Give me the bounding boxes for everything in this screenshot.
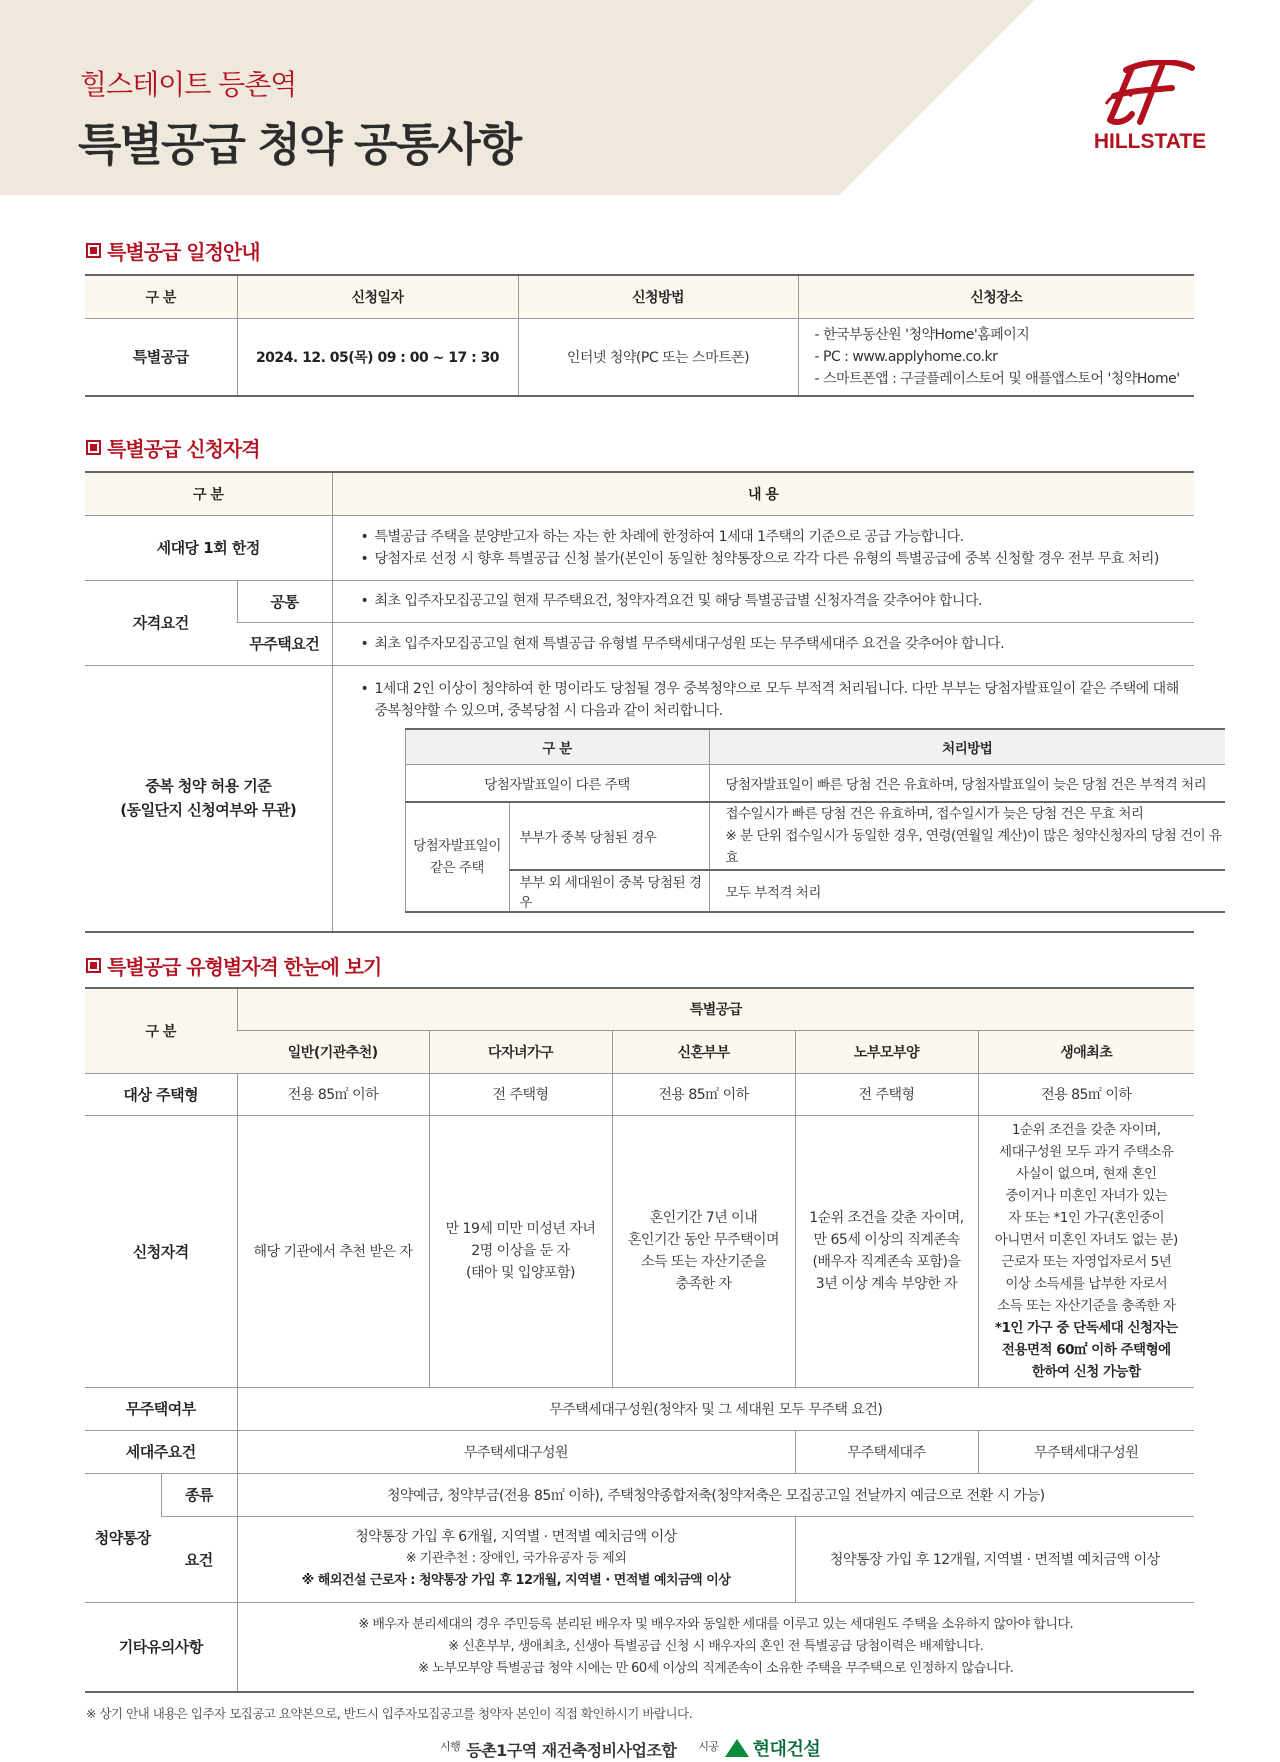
account-req-right: 청약통장 가입 후 12개월, 지역별 · 면적별 예치금액 이상 [795, 1516, 1194, 1602]
account-kind-value: 청약예금, 청약부금(전용 85㎡ 이하), 주택청약종합저축(청약저축은 모집공고일 전날까지 예금으로 전환 시 가능) [237, 1473, 1194, 1516]
target-newlywed: 전용 85㎡ 이하 [612, 1073, 795, 1115]
square-bullet-icon [86, 243, 101, 258]
account-label: 청약통장 [85, 1473, 161, 1602]
schedule-table [85, 274, 1194, 397]
types-corner: 구 분 [85, 988, 237, 1073]
qualification-general: 해당 기관에서 추천 받은 자 [237, 1115, 429, 1387]
household-first-time: 무주택세대구성원 [978, 1430, 1194, 1473]
homeless-status-value: 무주택세대구성원(청약자 및 그 세대원 모두 무주택 요건) [237, 1387, 1194, 1430]
inner-header-method: 처리방법 [709, 729, 1225, 765]
inner-row1-category: 당첨자발표일이 다른 주택 [405, 765, 709, 802]
household-first: 무주택세대구성원 [237, 1430, 795, 1473]
qualification-label: 신청자격 [85, 1115, 237, 1387]
schedule-place: - 한국부동산원 '청약Home'홈페이지 - PC : www.applyhome.co.kr - 스마트폰앱 : 구글플레이스토어 및 애플앱스토어 '청약Home' [798, 318, 1194, 396]
homeless-label: 무주택요건 [237, 622, 332, 665]
account-req-label: 요건 [161, 1516, 237, 1602]
homeless-content: • 최초 입주자모집공고일 현재 특별공급 유형별 무주택세대구성원 또는 무주택세대주 요건을 갖추어야 합니다. [332, 622, 1194, 665]
target-multi-child: 전 주택형 [429, 1073, 612, 1115]
household-label: 세대주요건 [85, 1430, 237, 1473]
duplicate-label: 중복 청약 허용 기준 (동일단지 신청여부와 무관) [85, 665, 332, 932]
inner-row2-method: 접수일시가 빠른 당첨 건은 유효하며, 접수일시가 늦은 당첨 건은 무효 처리 ※ 분 단위 접수일시가 동일한 경우, 연령(연월일 계산)이 많은 청약신청자의 당첨 건이 유효 [709, 802, 1225, 870]
type-col-elderly: 노부모부양 [795, 1030, 978, 1073]
common-content: • 최초 입주자모집공고일 현재 무주택요건, 청약자격요건 및 해당 특별공급별 신청자격을 갖추어야 합니다. [332, 580, 1194, 622]
target-first-time: 전용 85㎡ 이하 [978, 1073, 1194, 1115]
types-table [85, 987, 1194, 1693]
type-col-newlywed: 신혼부부 [612, 1030, 795, 1073]
target-label: 대상 주택형 [85, 1073, 237, 1115]
schedule-header-place: 신청장소 [798, 275, 1194, 318]
builder-label: 시공 [698, 1740, 719, 1753]
account-kind-label: 종류 [161, 1473, 237, 1516]
types-section-title: 특별공급 유형별자격 한눈에 보기 [86, 951, 381, 980]
builder-name: 현대건설 [752, 1739, 821, 1760]
schedule-date: 2024. 12. 05(목) 09 : 00 ~ 17 : 30 [237, 318, 518, 396]
household-elderly: 무주택세대주 [795, 1430, 978, 1473]
logo-text: HILLSTATE [1093, 130, 1207, 153]
types-group-header: 특별공급 [237, 988, 1194, 1030]
duplicate-content: • 1세대 2인 이상이 청약하여 한 명이라도 당첨될 경우 중복청약으로 모두 부적격 처리됩니다. 다만 부부는 당첨자발표일이 같은 주택에 대해 중복청약할 수 있으며, 중복당첨 시 다음과 같이 처리합니다. 구 분 처리방법 당첨자발표일이 다른 주택 당첨자발표일이 빠른 당첨 건은 유효하며, 당첨자발표일이 늦은 당첨 건은 부적격 처리 당첨자발표일이 같은 주택 부부가 중복 당첨된 경우 접수일시가 빠른 당첨 건은 유효하며, 접수일시가 늦은 당첨 건은 무효 처리 ※ 분 단위 접수일시가 동일한 경우, 연령(연월일 계산)이 많은 청약신청자의 당첨 건이 유효 부부 외 세대원이 중복 당첨된 경우 모두 부적격 처리 [332, 665, 1194, 932]
type-col-first-time: 생애최초 [978, 1030, 1194, 1073]
square-bullet-icon [86, 440, 101, 455]
qualification-newlywed: 혼인기간 7년 이내 혼인기간 동안 무주택이며 소득 또는 자산기준을 충족한 자 [612, 1115, 795, 1387]
notes-label: 기타유의사항 [85, 1602, 237, 1692]
hyundai-logo [725, 1735, 821, 1761]
executor-label: 시행 [440, 1740, 461, 1753]
schedule-category: 특별공급 [85, 318, 237, 396]
footer-note: ※ 상기 안내 내용은 입주자 모집공고 요약본으로, 반드시 입주자모집공고를 청약자 본인이 직접 확인하시기 바랍니다. [86, 1706, 693, 1721]
notes-content: ※ 배우자 분리세대의 경우 주민등록 분리된 배우자 및 배우자와 동일한 세대를 이루고 있는 세대원도 주택을 소유하지 않아야 합니다. ※ 신혼부부, 생애최초, 신생아 특별공급 신청 시 배우자의 혼인 전 특별공급 당첨이력은 배제합니다. ※ 노부모부양 특별공급 청약 시에는 만 60세 이상의 직계존속이 소유한 주택을 무주택으로 인정하지 않습니다. [237, 1602, 1194, 1692]
qualification-first-time: 1순위 조건을 갖춘 자이며, 세대구성원 모두 과거 주택소유 사실이 없으며, 현재 혼인 중이거나 미혼인 자녀가 있는 자 또는 *1인 가구(혼인중이 아니면서 미혼인 자녀도 없는 분) 근로자 또는 자영업자로서 5년 이상 소득세를 납부한 자로서 소득 또는 자산기준을 충족한 자 *1인 가구 중 단독세대 신청자는 전용면적 60㎡ 이하 주택형에 한하여 신청 가능함 [978, 1115, 1194, 1387]
executor-name: 등촌1구역 재건축정비사업조합 [466, 1741, 677, 1760]
hyundai-triangle-icon [725, 1739, 749, 1757]
schedule-header-method: 신청방법 [518, 275, 798, 318]
page-header [0, 0, 1280, 195]
inner-row3-category: 부부 외 세대원이 중복 당첨된 경우 [509, 870, 709, 912]
type-col-multi-child: 다자녀가구 [429, 1030, 612, 1073]
credits [440, 1735, 820, 1761]
eligibility-section-title: 특별공급 신청자격 [86, 433, 260, 462]
account-req-left: 청약통장 가입 후 6개월, 지역별 · 면적별 예치금액 이상 ※ 기관추천 : 장애인, 국가유공자 등 제외 ※ 해외건설 근로자 : 청약통장 가입 후 12개월, 지역별 · 면적별 예치금액 이상 [237, 1516, 795, 1602]
target-elderly: 전 주택형 [795, 1073, 978, 1115]
inner-row3-method: 모두 부적격 처리 [709, 870, 1225, 912]
schedule-method: 인터넷 청약(PC 또는 스마트폰) [518, 318, 798, 396]
type-col-general: 일반(기관추천) [237, 1030, 429, 1073]
requirements-label: 자격요건 [85, 580, 237, 665]
eligibility-header-content: 내 용 [332, 472, 1194, 515]
eligibility-header-category: 구 분 [85, 472, 332, 515]
once-content: • 특별공급 주택을 분양받고자 하는 자는 한 차례에 한정하여 1세대 1주택의 기준으로 공급 가능합니다. • 당첨자로 선정 시 향후 특별공급 신청 불가(본인이 동일한 청약통장으로 각각 다른 유형의 특별공급에 중복 신청할 경우 전부 무효 처리) [332, 515, 1194, 580]
schedule-header-date: 신청일자 [237, 275, 518, 318]
common-label: 공통 [237, 580, 332, 622]
page-title: 특별공급 청약 공통사항 [78, 118, 521, 171]
same-day-label: 당첨자발표일이 같은 주택 [405, 802, 509, 912]
square-bullet-icon [86, 958, 101, 973]
homeless-status-label: 무주택여부 [85, 1387, 237, 1430]
eligibility-table [85, 471, 1222, 933]
inner-row1-method: 당첨자발표일이 빠른 당첨 건은 유효하며, 당첨자발표일이 늦은 당첨 건은 부적격 처리 [709, 765, 1225, 802]
project-name: 힐스테이트 등촌역 [80, 68, 297, 101]
hillstate-logo [1080, 60, 1220, 170]
hillstate-h-icon [1102, 60, 1198, 128]
schedule-section-title: 특별공급 일정안내 [86, 236, 260, 265]
qualification-elderly: 1순위 조건을 갖춘 자이며, 만 65세 이상의 직계존속 (배우자 직계존속 포함)을 3년 이상 계속 부양한 자 [795, 1115, 978, 1387]
target-general: 전용 85㎡ 이하 [237, 1073, 429, 1115]
duplicate-inner-table [405, 728, 1226, 913]
inner-row2-category: 부부가 중복 당첨된 경우 [509, 802, 709, 870]
schedule-header-category: 구 분 [85, 275, 237, 318]
once-label: 세대당 1회 한정 [85, 515, 332, 580]
qualification-multi-child: 만 19세 미만 미성년 자녀 2명 이상을 둔 자 (태아 및 입양포함) [429, 1115, 612, 1387]
inner-header-category: 구 분 [405, 729, 709, 765]
